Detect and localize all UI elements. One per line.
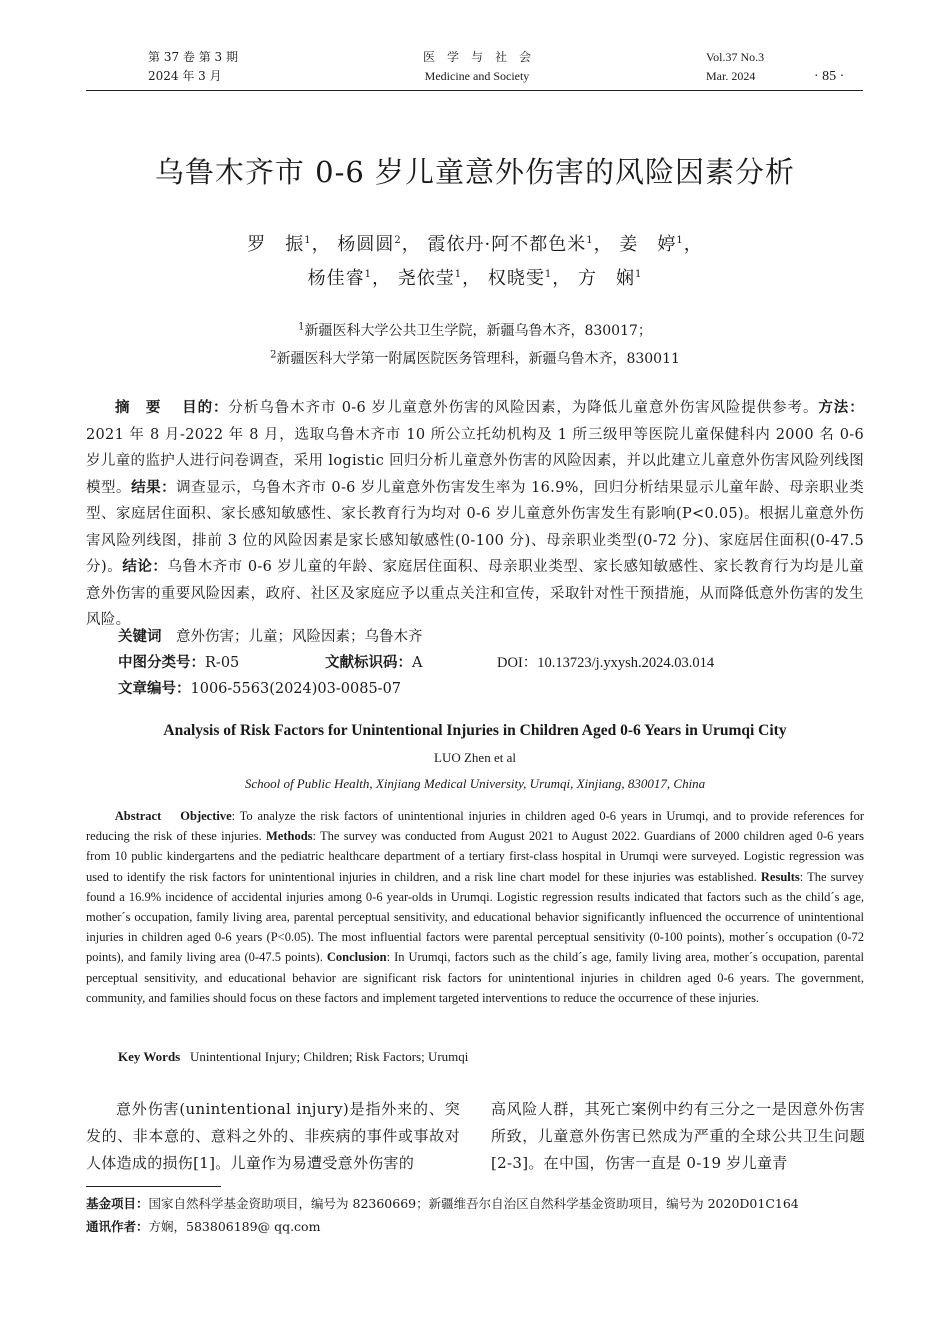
article-title: 乌鲁木齐市 0-6 岁儿童意外伤害的风险因素分析 [154, 155, 796, 189]
keywords-en-text: Unintentional Injury; Children; Risk Factors; Urumqi [190, 1049, 469, 1064]
abstract-cn [86, 395, 864, 634]
conclusion-cn-text: 乌鲁木齐市 0-6 岁儿童的年龄、家庭居住面积、母亲职业类型、家长感知敏感性、家长教育行为均是儿童意外伤害的重要风险因素，政府、社区及家庭应予以重点关注和宣传，采取针对性干预措施，从而降低意外伤害的发生风险。 [86, 559, 864, 628]
author-name: 杨圆圆 [337, 234, 395, 255]
body-column-right: 高风险人群，其死亡案例中约有三分之一是因意外伤害所致，儿童意外伤害已然成为严重的全球公共卫生问题[2-3]。在中国，伤害一直是 0-19 岁儿童青 [491, 1100, 865, 1172]
author-name: 杨佳睿 [307, 268, 365, 289]
abstract-en [86, 806, 864, 1008]
results-cn-label: 结果： [131, 479, 177, 496]
header-volume [148, 48, 238, 86]
author-aff: 1 [454, 269, 463, 280]
doc-code-line [325, 650, 422, 677]
affiliation-text: 新疆医科大学公共卫生学院，新疆乌鲁木齐，830017； [304, 323, 652, 339]
author-aff: 1 [304, 235, 312, 246]
objective-cn-text: 分析乌鲁木齐市 0-6 岁儿童意外伤害的风险因素，为降低儿童意外伤害风险提供参考。 [228, 400, 819, 416]
article-no-value: 1006-5563(2024)03-0085-07 [190, 681, 402, 697]
classification-value: R-05 [205, 655, 240, 671]
keywords-en [118, 1049, 468, 1065]
author-name: 霞依丹·阿不都色米 [427, 234, 587, 255]
footnote-corresponding [86, 1215, 864, 1238]
header-journal [412, 48, 542, 86]
author-aff: 1 [586, 235, 594, 246]
doi-value: 10.13723/j.yxysh.2024.03.014 [537, 655, 715, 671]
header-volume-issue: 第 37 卷 第 3 期 [148, 50, 238, 64]
keywords-cn-label: 关键词 [118, 629, 162, 645]
corr-text: 方娴，583806189@ qq.com [148, 1219, 321, 1234]
fund-label: 基金项目： [86, 1196, 149, 1211]
results-en-text: : The survey found a 16.9% incidence of accidental injuries among 0-6 year-olds in Urumqi. Logistic regression results indicated that factors such as the child´s age, mother´s occupation, family living area, parental perceptual sensitivity, and educational behavior significantly influenced the occurrence of unintentional injuries in children aged 0-6 years (P<0.05). The most influential factors were parental perceptual sensitivity (0-100 points), mother´s occupation (0-72 points), and family living area (0-47.5 points). [86, 869, 864, 965]
objective-cn-label: 目的： [182, 400, 229, 416]
classification-label: 中图分类号： [118, 655, 205, 671]
abstract-en-label: Abstract [114, 809, 162, 823]
objective-en-text: : To analyze the risk factors of unintentional injuries in children aged 0-6 years in Urumqi, and to provide references for reducing the risk of these injuries. [86, 809, 865, 844]
footnote-fund [86, 1192, 864, 1215]
doc-code-value: A [412, 655, 423, 671]
author-aff: 1 [364, 269, 373, 280]
keywords-en-label: Key Words [118, 1049, 181, 1064]
conclusion-en-label: Conclusion [326, 950, 387, 965]
author-name: 罗 振 [247, 234, 305, 255]
methods-en-label: Methods [266, 829, 313, 844]
body-column-left: 意外伤害(unintentional injury)是指外来的、突发的、非本意的、意料之外的、非疾病的事件或事故对人体造成的损伤[1]。儿童作为易遭受意外伤害的 [86, 1100, 460, 1172]
affiliation-number: 2 [270, 349, 277, 361]
conclusion-en-text: : In Urumqi, factors such as the child´s age, family living area, mother´s occupation, parental perceptual sensitivity, and educational behavior are significant risk factors for unintentional injuries in children aged 0-6 years. The government, community, and families should focus on these factors and implement targeted interventions to reduce the occurrence of these injuries. [86, 950, 865, 1005]
doc-code-label: 文献标识码： [325, 655, 412, 671]
affiliation-text: 新疆医科大学第一附属医院医务管理科，新疆乌鲁木齐，830011 [276, 351, 680, 367]
fund-text: 国家自然科学基金资助项目，编号为 82360669；新疆维吾尔自治区自然科学基金资助项目，编号为 2020D01C164 [148, 1196, 799, 1211]
authors-line-2: 杨佳睿$^1$， 尧依莹$^1$， 权晓雯$^1$， 方 娴$^1$ [307, 268, 643, 289]
article-no-label: 文章编号： [118, 681, 191, 697]
author-aff: 1 [544, 269, 553, 280]
author-name: 权晓雯 [487, 268, 545, 289]
doi-label: DOI： [497, 655, 538, 671]
methods-cn-text: 2021 年 8 月-2022 年 8 月，选取乌鲁木齐市 10 所公立托幼机构及 1 所三级甲等医院儿童保健科内 2000 名 0-6 岁儿童的监护人进行问卷调查，采用 logistic 回归分析儿童意外伤害的风险因素，并以此建立儿童意外伤害风险列线图模型。 [86, 426, 864, 496]
affiliation-1 [0, 320, 950, 340]
keywords-cn-text: 意外伤害；儿童；风险因素；乌鲁木齐 [176, 629, 423, 645]
footnote-rule [86, 1186, 221, 1187]
header-journal-en: Medicine and Society [424, 69, 530, 83]
affiliation-number: 1 [298, 321, 305, 333]
author-aff: 1 [676, 235, 684, 246]
authors-line-1: 罗 振$^1$， 杨圆圆$^2$， 霞依丹·阿不都色米$^1$， 姜 婷$^1$， [247, 234, 703, 255]
page-number: · 85 · [814, 69, 845, 84]
header-month: Mar. 2024 [706, 69, 756, 83]
header-vol-no: Vol.37 No.3 [706, 50, 765, 64]
header-vol-en [706, 48, 764, 86]
header-date: 2024 年 3 月 [148, 69, 222, 83]
classification-line [118, 650, 239, 677]
results-en-label: Results [760, 869, 800, 884]
abstract-cn-label: 摘 要 [115, 400, 162, 416]
affiliation-2 [0, 348, 950, 368]
corr-label: 通讯作者： [86, 1219, 149, 1234]
results-cn-text: 调查显示，乌鲁木齐市 0-6 岁儿童意外伤害发生率为 16.9%，回归分析结果显示儿童年龄、母亲职业类型、家庭居住面积、家长感知敏感性、家长教育行为均对 0-6 岁儿童意外伤害发生有影响(P<0.05)。根据儿童意外伤害风险列线图，排前 3 位的风险因素是家长感知敏感性(0-100 分)、母亲职业类型(0-72 分)、家庭居住面积(0-47.5 分)。 [86, 479, 864, 575]
methods-en-text: : The survey was conducted from August 2021 to August 2022. Guardians of 2000 children aged 0-6 years from 10 public kindergartens and the pediatric healthcare department of a tertiary first-class hospital in Urumqi were surveyed. Logistic regression was used to identify the risk factors for unintentional injuries in children, and a risk line chart model for these injuries was established. [86, 829, 865, 884]
objective-en-label: Objective [180, 809, 232, 823]
english-affiliation: School of Public Health, Xinjiang Medical University, Urumqi, Xinjiang, 830017, China [244, 776, 706, 791]
keywords-cn [118, 624, 423, 651]
header-rule [86, 90, 863, 91]
methods-cn-label: 方法： [818, 400, 865, 416]
doi-line [497, 650, 714, 677]
conclusion-cn-label: 结论： [122, 559, 168, 575]
author-name: 尧依莹 [397, 268, 455, 289]
header-journal-cn: 医 学 与 社 会 [422, 50, 531, 64]
author-name: 方 娴 [577, 268, 635, 289]
article-no-line [118, 676, 401, 703]
english-author: LUO Zhen et al [434, 750, 516, 765]
author-aff: 2 [394, 235, 402, 246]
author-name: 姜 婷 [619, 234, 677, 255]
english-title: Analysis of Risk Factors for Unintentional Injuries in Children Aged 0-6 Years in Urumqi City [163, 722, 787, 739]
author-aff: 1 [634, 269, 643, 280]
